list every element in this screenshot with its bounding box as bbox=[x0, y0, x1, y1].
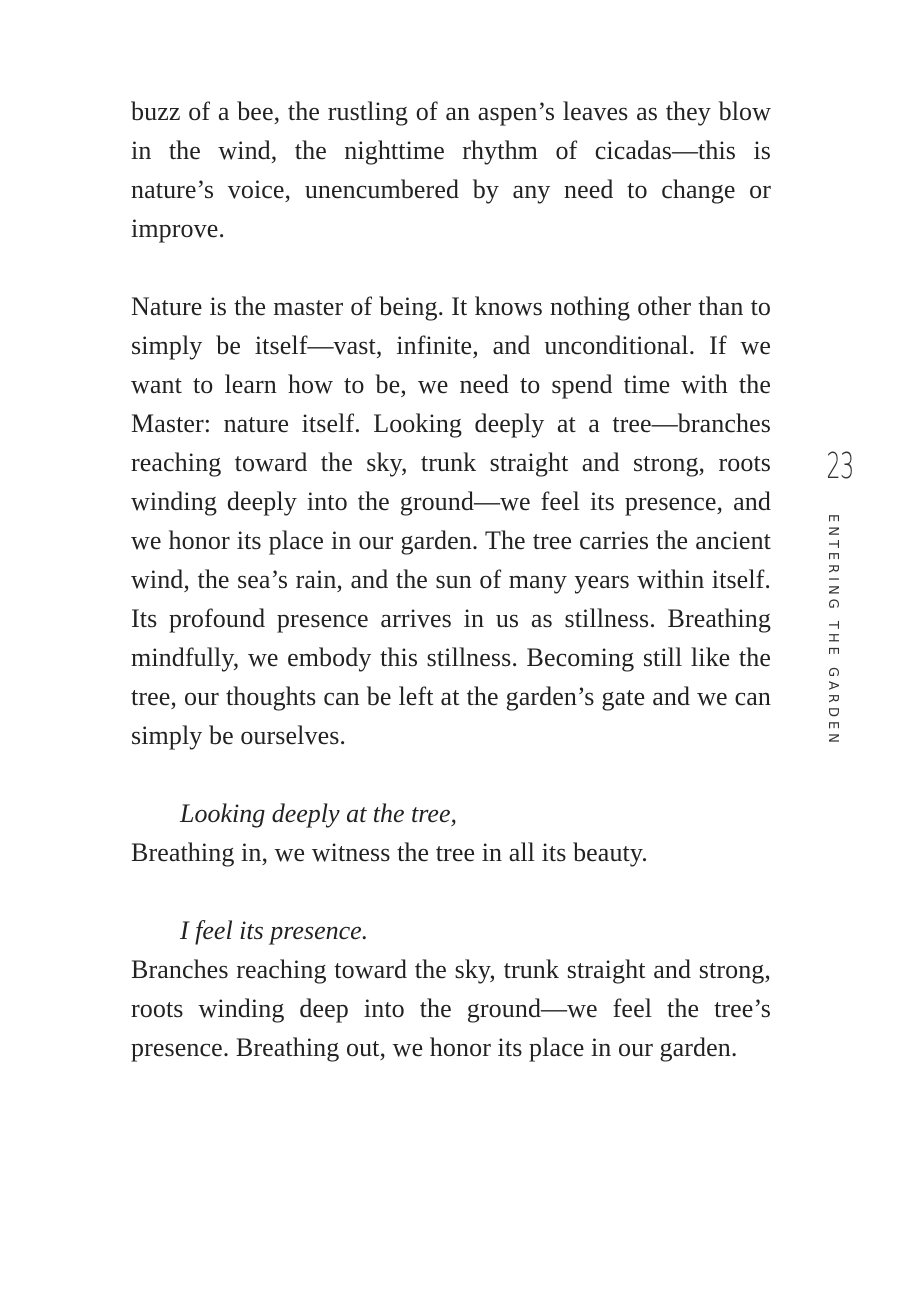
meditation-stanza-2 bbox=[131, 911, 771, 1067]
meditation-stanza-1 bbox=[131, 794, 771, 872]
page-sidebar bbox=[818, 446, 862, 747]
body-text bbox=[131, 92, 771, 1067]
meditation-text: Breathing in, we witness the tree in all its beauty. bbox=[131, 838, 648, 867]
meditation-title: I feel its presence. bbox=[180, 916, 369, 945]
running-head: ENTERING THE GARDEN bbox=[825, 514, 840, 747]
meditation-title: Looking deeply at the tree, bbox=[180, 799, 458, 828]
meditation-text: Branches reaching toward the sky, trunk straight and strong, roots winding deep into the ground—we feel the tree’s presence. Breathing out, we honor its place in our garden. bbox=[131, 955, 771, 1062]
page-number: 23 bbox=[826, 446, 854, 487]
paragraph-nature-master: Nature is the master of being. It knows nothing other than to simply be itself—vast, infinite, and unconditional. If we want to learn how to be, we need to spend time with the Master: nature itself. Looking deeply at a tree—branches reaching toward the sky, trunk straight and strong, roots winding deeply into the ground—we feel its presence, and we honor its place in our garden. The tree carries the ancient wind, the sea’s rain, and the sun of many years within itself. Its profound presence arrives in us as stillness. Breathing mindfully, we embody this stillness. Becoming still like the tree, our thoughts can be left at the garden’s gate and we can simply be ourselves. bbox=[131, 292, 771, 750]
paragraph-continued: buzz of a bee, the rustling of an aspen’s leaves as they blow in the wind, the nighttime rhythm of cicadas—this is nature’s voice, unencumbered by any need to change or improve. bbox=[131, 97, 771, 243]
